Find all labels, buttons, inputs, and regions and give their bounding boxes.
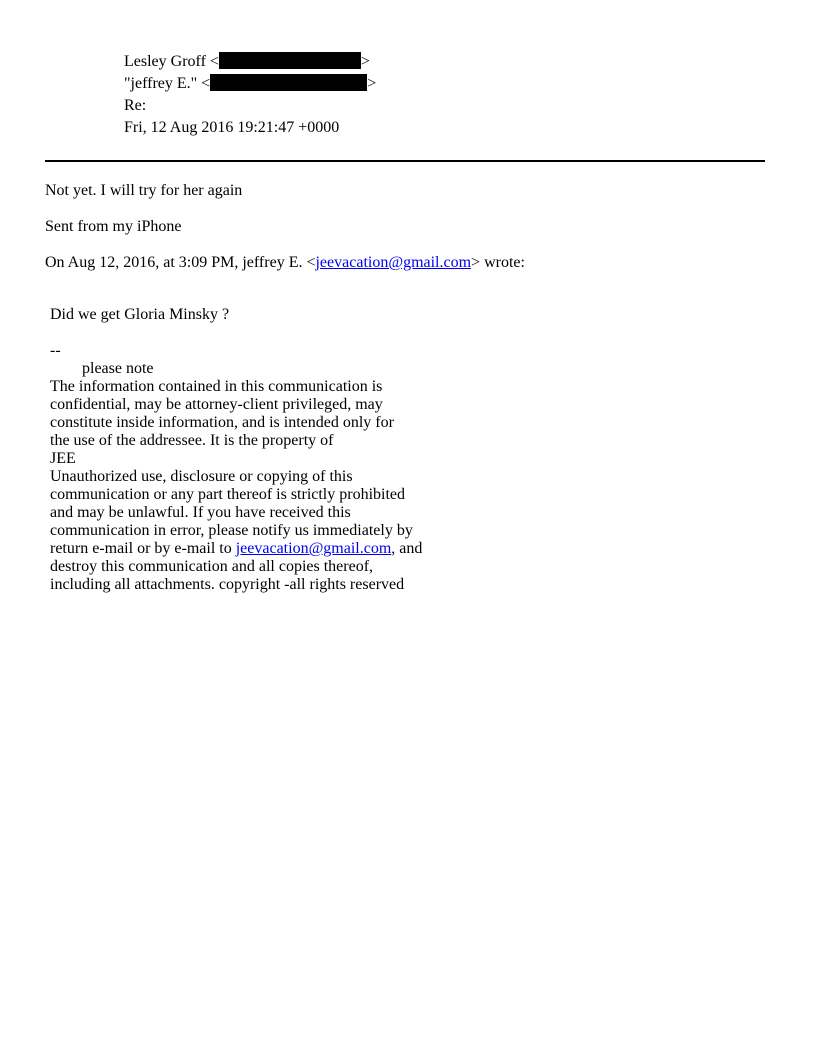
please-note: please note bbox=[82, 360, 154, 377]
disclaimer-line: Unauthorized use, disclosure or copying of this bbox=[50, 468, 353, 485]
disclaimer-line: the use of the addressee. It is the property of bbox=[50, 432, 334, 449]
return-suffix: , and bbox=[391, 540, 423, 557]
quoted-question: Did we get Gloria Minsky ? bbox=[50, 306, 230, 323]
disclaimer-line: communication or any part thereof is strictly prohibited bbox=[50, 486, 406, 503]
disclaimer-line: constitute inside information, and is intended only for bbox=[50, 414, 394, 431]
attribution-prefix: On Aug 12, 2016, at 3:09 PM, jeffrey E. < bbox=[45, 254, 316, 271]
disclaimer-email-link[interactable]: jeevacation@gmail.com bbox=[235, 540, 392, 557]
to-close: > bbox=[367, 75, 377, 92]
disclaimer-line: JEE bbox=[50, 450, 76, 467]
reply-line: Not yet. I will try for her again bbox=[45, 182, 243, 199]
attribution-line bbox=[45, 254, 525, 272]
redaction-bar bbox=[219, 52, 361, 69]
date-value: Fri, 12 Aug 2016 19:21:47 +0000 bbox=[124, 119, 340, 136]
redaction-bar bbox=[210, 74, 367, 91]
quoted-message bbox=[50, 306, 422, 594]
disclaimer-line: communication in error, please notify us immediately by bbox=[50, 522, 413, 539]
to-name: "jeffrey E." < bbox=[124, 75, 211, 92]
attribution-email-link[interactable]: jeevacation@gmail.com bbox=[315, 254, 472, 271]
sent-from-line: Sent from my iPhone bbox=[45, 218, 182, 235]
header-divider bbox=[45, 160, 765, 162]
disclaimer-line: The information contained in this communication is bbox=[50, 378, 383, 395]
spacer bbox=[50, 324, 422, 342]
disclaimer-line: and may be unlawful. If you have received this bbox=[50, 504, 351, 521]
disclaimer-line: confidential, may be attorney-client privileged, may bbox=[50, 396, 383, 413]
disclaimer-return-line bbox=[50, 540, 422, 558]
to-value bbox=[124, 73, 376, 95]
disclaimer-line: destroy this communication and all copies thereof, bbox=[50, 558, 374, 575]
from-close: > bbox=[360, 53, 370, 70]
subject-value: Re: bbox=[124, 97, 147, 114]
from-value bbox=[124, 51, 370, 73]
signature-dash: -- bbox=[50, 342, 61, 359]
disclaimer-line: including all attachments. copyright -all rights reserved bbox=[50, 576, 405, 593]
from-name: Lesley Groff < bbox=[124, 53, 219, 70]
return-prefix: return e-mail or by e-mail to bbox=[50, 540, 236, 557]
attribution-suffix: > wrote: bbox=[471, 254, 525, 271]
